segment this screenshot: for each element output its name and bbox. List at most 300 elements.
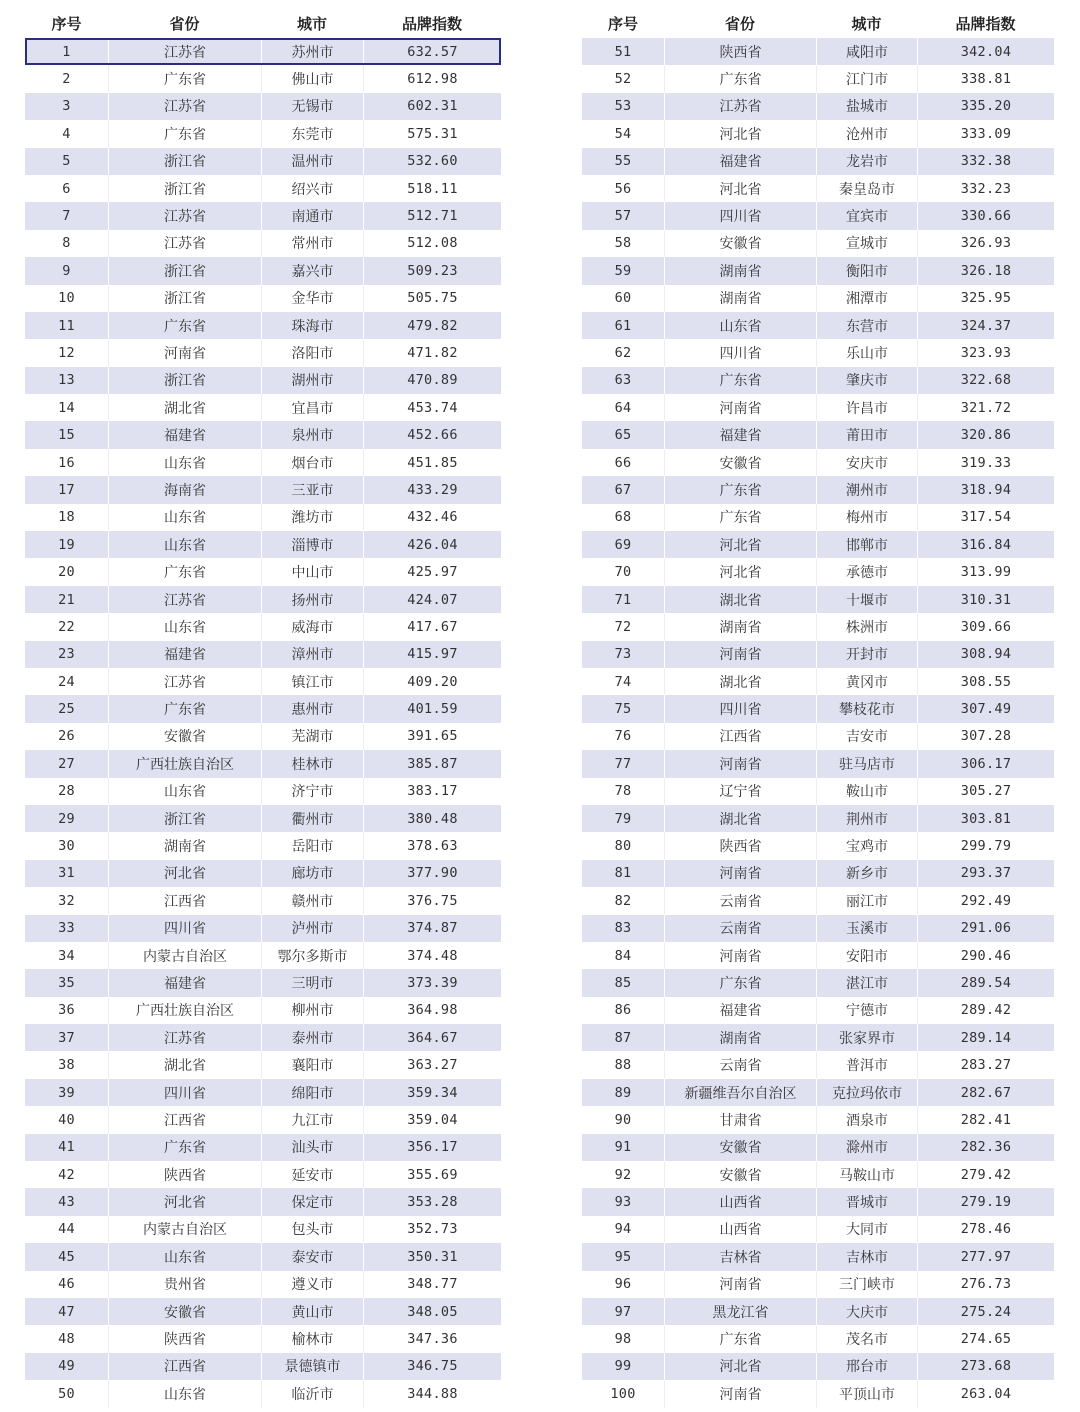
cell-rank[interactable]: 89 bbox=[614, 1084, 632, 1101]
cell-city[interactable]: 咸阳市 bbox=[816, 38, 917, 65]
cell-brand-index[interactable]: 512.71 bbox=[363, 202, 501, 229]
cell-brand-index[interactable]: 326.93 bbox=[917, 230, 1054, 257]
cell-province[interactable]: 浙江省 bbox=[108, 175, 261, 202]
cell-province[interactable]: 广东省 bbox=[108, 65, 261, 92]
table-row[interactable] bbox=[25, 1051, 501, 1078]
table-row[interactable] bbox=[582, 586, 1054, 613]
cell-brand-index[interactable]: 299.79 bbox=[917, 832, 1054, 859]
cell-brand-index[interactable]: 276.73 bbox=[917, 1271, 1054, 1298]
cell-rank[interactable]: 47 bbox=[58, 1303, 75, 1320]
cell-city[interactable]: 汕头市 bbox=[261, 1134, 363, 1161]
cell-rank[interactable]: 35 bbox=[58, 974, 75, 991]
cell-city[interactable]: 三亚市 bbox=[261, 476, 363, 503]
cell-rank[interactable]: 46 bbox=[58, 1276, 75, 1293]
cell-brand-index[interactable]: 470.89 bbox=[363, 367, 501, 394]
cell-rank[interactable]: 59 bbox=[614, 262, 632, 279]
table-row[interactable] bbox=[582, 257, 1054, 284]
table-row[interactable] bbox=[582, 695, 1054, 722]
table-row[interactable] bbox=[582, 38, 1054, 65]
cell-brand-index[interactable]: 532.60 bbox=[363, 148, 501, 175]
cell-brand-index[interactable]: 355.69 bbox=[363, 1161, 501, 1188]
cell-province[interactable]: 陕西省 bbox=[664, 832, 816, 859]
table-row[interactable] bbox=[25, 641, 501, 668]
cell-rank[interactable]: 24 bbox=[58, 673, 75, 690]
table-row[interactable] bbox=[582, 668, 1054, 695]
cell-rank[interactable]: 53 bbox=[614, 98, 632, 115]
table-row[interactable] bbox=[25, 65, 501, 92]
cell-rank[interactable]: 100 bbox=[610, 1385, 636, 1402]
cell-brand-index[interactable]: 332.23 bbox=[917, 175, 1054, 202]
cell-rank[interactable]: 31 bbox=[58, 865, 75, 882]
cell-rank[interactable]: 76 bbox=[614, 728, 632, 745]
cell-province[interactable]: 福建省 bbox=[108, 969, 261, 996]
header-province[interactable]: 省份 bbox=[724, 14, 755, 33]
table-row[interactable] bbox=[582, 394, 1054, 421]
table-row[interactable] bbox=[582, 832, 1054, 859]
cell-brand-index[interactable]: 307.28 bbox=[917, 723, 1054, 750]
table-row[interactable] bbox=[25, 38, 501, 65]
table-row[interactable] bbox=[25, 915, 501, 942]
table-row[interactable] bbox=[25, 887, 501, 914]
table-row[interactable] bbox=[25, 93, 501, 120]
cell-city[interactable]: 东营市 bbox=[816, 312, 917, 339]
cell-brand-index[interactable]: 359.34 bbox=[363, 1079, 501, 1106]
cell-province[interactable]: 湖北省 bbox=[108, 1051, 261, 1078]
cell-brand-index[interactable]: 432.46 bbox=[363, 504, 501, 531]
cell-rank[interactable]: 80 bbox=[614, 838, 632, 855]
cell-province[interactable]: 福建省 bbox=[108, 641, 261, 668]
cell-brand-index[interactable]: 283.27 bbox=[917, 1051, 1054, 1078]
cell-rank[interactable]: 36 bbox=[58, 1002, 75, 1019]
cell-city[interactable]: 扬州市 bbox=[261, 586, 363, 613]
cell-brand-index[interactable]: 308.55 bbox=[917, 668, 1054, 695]
cell-city[interactable]: 三门峡市 bbox=[816, 1271, 917, 1298]
table-row[interactable] bbox=[582, 805, 1054, 832]
table-row[interactable] bbox=[25, 1079, 501, 1106]
cell-province[interactable]: 浙江省 bbox=[108, 367, 261, 394]
cell-brand-index[interactable]: 279.19 bbox=[917, 1188, 1054, 1215]
cell-brand-index[interactable]: 326.18 bbox=[917, 257, 1054, 284]
cell-rank[interactable]: 43 bbox=[58, 1194, 75, 1211]
cell-brand-index[interactable]: 401.59 bbox=[363, 695, 501, 722]
table-row[interactable] bbox=[582, 860, 1054, 887]
table-row[interactable] bbox=[582, 367, 1054, 394]
cell-province[interactable]: 山东省 bbox=[108, 778, 261, 805]
cell-rank[interactable]: 97 bbox=[614, 1303, 632, 1320]
cell-brand-index[interactable]: 279.42 bbox=[917, 1161, 1054, 1188]
table-row[interactable] bbox=[25, 175, 501, 202]
cell-brand-index[interactable]: 273.68 bbox=[917, 1353, 1054, 1380]
cell-rank[interactable]: 71 bbox=[614, 591, 632, 608]
cell-city[interactable]: 洛阳市 bbox=[261, 339, 363, 366]
cell-rank[interactable]: 88 bbox=[614, 1057, 632, 1074]
table-row[interactable] bbox=[25, 1353, 501, 1380]
table-row[interactable] bbox=[582, 750, 1054, 777]
cell-brand-index[interactable]: 313.99 bbox=[917, 558, 1054, 585]
cell-rank[interactable]: 91 bbox=[614, 1139, 632, 1156]
cell-province[interactable]: 山东省 bbox=[108, 449, 261, 476]
cell-brand-index[interactable]: 318.94 bbox=[917, 476, 1054, 503]
table-row[interactable] bbox=[582, 641, 1054, 668]
cell-brand-index[interactable]: 289.42 bbox=[917, 997, 1054, 1024]
table-row[interactable] bbox=[582, 778, 1054, 805]
table-row[interactable] bbox=[582, 1024, 1054, 1051]
cell-brand-index[interactable]: 612.98 bbox=[363, 65, 501, 92]
cell-province[interactable]: 浙江省 bbox=[108, 805, 261, 832]
cell-city[interactable]: 吉安市 bbox=[816, 723, 917, 750]
cell-province[interactable]: 广东省 bbox=[664, 476, 816, 503]
cell-rank[interactable]: 99 bbox=[614, 1358, 632, 1375]
cell-brand-index[interactable]: 317.54 bbox=[917, 504, 1054, 531]
cell-rank[interactable]: 95 bbox=[614, 1248, 632, 1265]
cell-rank[interactable]: 38 bbox=[58, 1057, 75, 1074]
cell-province[interactable]: 安徽省 bbox=[664, 1134, 816, 1161]
cell-province[interactable]: 安徽省 bbox=[664, 449, 816, 476]
cell-brand-index[interactable]: 602.31 bbox=[363, 93, 501, 120]
cell-brand-index[interactable]: 289.54 bbox=[917, 969, 1054, 996]
cell-brand-index[interactable]: 359.04 bbox=[363, 1106, 501, 1133]
cell-rank[interactable]: 5 bbox=[62, 153, 71, 170]
cell-brand-index[interactable]: 332.38 bbox=[917, 148, 1054, 175]
table-row[interactable] bbox=[25, 997, 501, 1024]
cell-province[interactable]: 云南省 bbox=[664, 887, 816, 914]
cell-city[interactable]: 赣州市 bbox=[261, 887, 363, 914]
cell-city[interactable]: 临沂市 bbox=[261, 1380, 363, 1407]
cell-rank[interactable]: 17 bbox=[58, 481, 75, 498]
cell-city[interactable]: 襄阳市 bbox=[261, 1051, 363, 1078]
cell-city[interactable]: 泸州市 bbox=[261, 915, 363, 942]
cell-brand-index[interactable]: 451.85 bbox=[363, 449, 501, 476]
cell-city[interactable]: 乐山市 bbox=[816, 339, 917, 366]
cell-brand-index[interactable]: 275.24 bbox=[917, 1298, 1054, 1325]
cell-rank[interactable]: 42 bbox=[58, 1166, 75, 1183]
table-row[interactable] bbox=[582, 230, 1054, 257]
table-row[interactable] bbox=[582, 723, 1054, 750]
cell-rank[interactable]: 62 bbox=[614, 344, 632, 361]
table-row[interactable] bbox=[25, 367, 501, 394]
table-row[interactable] bbox=[25, 1134, 501, 1161]
cell-brand-index[interactable]: 348.05 bbox=[363, 1298, 501, 1325]
cell-province[interactable]: 福建省 bbox=[664, 148, 816, 175]
table-row[interactable] bbox=[582, 997, 1054, 1024]
cell-city[interactable]: 榆林市 bbox=[261, 1325, 363, 1352]
table-row[interactable] bbox=[25, 778, 501, 805]
cell-rank[interactable]: 26 bbox=[58, 728, 75, 745]
cell-rank[interactable]: 21 bbox=[58, 591, 75, 608]
table-row[interactable] bbox=[582, 942, 1054, 969]
table-row[interactable] bbox=[25, 613, 501, 640]
table-row[interactable] bbox=[25, 531, 501, 558]
cell-rank[interactable]: 86 bbox=[614, 1002, 632, 1019]
table-row[interactable] bbox=[25, 969, 501, 996]
header-rank[interactable]: 序号 bbox=[607, 14, 638, 33]
cell-province[interactable]: 山西省 bbox=[664, 1216, 816, 1243]
cell-rank[interactable]: 73 bbox=[614, 646, 632, 663]
cell-rank[interactable]: 39 bbox=[58, 1084, 75, 1101]
cell-province[interactable]: 安徽省 bbox=[108, 723, 261, 750]
table-row[interactable] bbox=[582, 421, 1054, 448]
cell-brand-index[interactable]: 391.65 bbox=[363, 723, 501, 750]
cell-province[interactable]: 山东省 bbox=[108, 504, 261, 531]
cell-province[interactable]: 陕西省 bbox=[108, 1161, 261, 1188]
cell-brand-index[interactable]: 282.41 bbox=[917, 1106, 1054, 1133]
cell-province[interactable]: 甘肃省 bbox=[664, 1106, 816, 1133]
table-row[interactable] bbox=[582, 449, 1054, 476]
cell-rank[interactable]: 70 bbox=[614, 564, 632, 581]
cell-province[interactable]: 陕西省 bbox=[108, 1325, 261, 1352]
cell-brand-index[interactable]: 352.73 bbox=[363, 1216, 501, 1243]
table-row[interactable] bbox=[582, 148, 1054, 175]
table-row[interactable] bbox=[25, 476, 501, 503]
cell-province[interactable]: 湖北省 bbox=[664, 586, 816, 613]
cell-province[interactable]: 黑龙江省 bbox=[664, 1298, 816, 1325]
cell-rank[interactable]: 15 bbox=[58, 427, 75, 444]
cell-brand-index[interactable]: 325.95 bbox=[917, 285, 1054, 312]
table-row[interactable] bbox=[582, 1051, 1054, 1078]
cell-city[interactable]: 玉溪市 bbox=[816, 915, 917, 942]
cell-city[interactable]: 湘潭市 bbox=[816, 285, 917, 312]
cell-rank[interactable]: 6 bbox=[62, 180, 71, 197]
cell-province[interactable]: 广西壮族自治区 bbox=[108, 750, 261, 777]
cell-city[interactable]: 景德镇市 bbox=[261, 1353, 363, 1380]
cell-city[interactable]: 湖州市 bbox=[261, 367, 363, 394]
table-row[interactable] bbox=[25, 860, 501, 887]
cell-city[interactable]: 宁德市 bbox=[816, 997, 917, 1024]
cell-province[interactable]: 广东省 bbox=[664, 969, 816, 996]
cell-rank[interactable]: 92 bbox=[614, 1166, 632, 1183]
cell-province[interactable]: 江西省 bbox=[664, 723, 816, 750]
table-row[interactable] bbox=[582, 1325, 1054, 1352]
cell-province[interactable]: 山东省 bbox=[108, 1380, 261, 1407]
table-row[interactable] bbox=[582, 202, 1054, 229]
cell-rank[interactable]: 2 bbox=[62, 71, 71, 88]
cell-rank[interactable]: 87 bbox=[614, 1029, 632, 1046]
cell-city[interactable]: 烟台市 bbox=[261, 449, 363, 476]
table-row[interactable] bbox=[582, 1188, 1054, 1215]
table-row[interactable] bbox=[25, 805, 501, 832]
cell-brand-index[interactable]: 319.33 bbox=[917, 449, 1054, 476]
cell-province[interactable]: 河南省 bbox=[108, 339, 261, 366]
table-row[interactable] bbox=[25, 1325, 501, 1352]
cell-city[interactable]: 秦皇岛市 bbox=[816, 175, 917, 202]
cell-brand-index[interactable]: 335.20 bbox=[917, 93, 1054, 120]
cell-province[interactable]: 内蒙古自治区 bbox=[108, 942, 261, 969]
cell-rank[interactable]: 82 bbox=[614, 892, 632, 909]
cell-province[interactable]: 河南省 bbox=[664, 750, 816, 777]
cell-city[interactable]: 晋城市 bbox=[816, 1188, 917, 1215]
cell-city[interactable]: 龙岩市 bbox=[816, 148, 917, 175]
cell-city[interactable]: 盐城市 bbox=[816, 93, 917, 120]
cell-brand-index[interactable]: 377.90 bbox=[363, 860, 501, 887]
table-row[interactable] bbox=[582, 339, 1054, 366]
table-row[interactable] bbox=[25, 832, 501, 859]
cell-city[interactable]: 漳州市 bbox=[261, 641, 363, 668]
cell-brand-index[interactable]: 306.17 bbox=[917, 750, 1054, 777]
cell-city[interactable]: 威海市 bbox=[261, 613, 363, 640]
cell-city[interactable]: 遵义市 bbox=[261, 1271, 363, 1298]
cell-province[interactable]: 河南省 bbox=[664, 1380, 816, 1407]
cell-rank[interactable]: 54 bbox=[614, 125, 632, 142]
cell-province[interactable]: 陕西省 bbox=[664, 38, 816, 65]
cell-brand-index[interactable]: 512.08 bbox=[363, 230, 501, 257]
table-row[interactable] bbox=[25, 1216, 501, 1243]
table-row[interactable] bbox=[25, 1298, 501, 1325]
cell-rank[interactable]: 67 bbox=[614, 481, 632, 498]
cell-brand-index[interactable]: 417.67 bbox=[363, 613, 501, 640]
cell-province[interactable]: 四川省 bbox=[108, 1079, 261, 1106]
cell-rank[interactable]: 19 bbox=[58, 536, 75, 553]
cell-brand-index[interactable]: 322.68 bbox=[917, 367, 1054, 394]
cell-rank[interactable]: 45 bbox=[58, 1248, 75, 1265]
cell-rank[interactable]: 63 bbox=[614, 372, 632, 389]
cell-brand-index[interactable]: 471.82 bbox=[363, 339, 501, 366]
cell-province[interactable]: 内蒙古自治区 bbox=[108, 1216, 261, 1243]
cell-city[interactable]: 攀枝花市 bbox=[816, 695, 917, 722]
cell-city[interactable]: 淄博市 bbox=[261, 531, 363, 558]
table-row[interactable] bbox=[582, 120, 1054, 147]
cell-city[interactable]: 张家界市 bbox=[816, 1024, 917, 1051]
cell-brand-index[interactable]: 363.27 bbox=[363, 1051, 501, 1078]
table-row[interactable] bbox=[582, 504, 1054, 531]
cell-city[interactable]: 安阳市 bbox=[816, 942, 917, 969]
cell-city[interactable]: 鞍山市 bbox=[816, 778, 917, 805]
cell-rank[interactable]: 77 bbox=[614, 755, 632, 772]
cell-brand-index[interactable]: 353.28 bbox=[363, 1188, 501, 1215]
cell-city[interactable]: 中山市 bbox=[261, 558, 363, 585]
cell-rank[interactable]: 90 bbox=[614, 1111, 632, 1128]
cell-brand-index[interactable]: 310.31 bbox=[917, 586, 1054, 613]
cell-city[interactable]: 鄂尔多斯市 bbox=[261, 942, 363, 969]
cell-rank[interactable]: 12 bbox=[58, 344, 75, 361]
cell-province[interactable]: 新疆维吾尔自治区 bbox=[664, 1079, 816, 1106]
cell-province[interactable]: 山东省 bbox=[108, 613, 261, 640]
table-row[interactable] bbox=[25, 257, 501, 284]
cell-rank[interactable]: 51 bbox=[614, 43, 632, 60]
cell-province[interactable]: 山东省 bbox=[664, 312, 816, 339]
cell-city[interactable]: 东莞市 bbox=[261, 120, 363, 147]
cell-city[interactable]: 泉州市 bbox=[261, 421, 363, 448]
table-row[interactable] bbox=[582, 558, 1054, 585]
table-row[interactable] bbox=[582, 1380, 1054, 1407]
cell-brand-index[interactable]: 376.75 bbox=[363, 887, 501, 914]
table-row[interactable] bbox=[25, 285, 501, 312]
cell-province[interactable]: 江苏省 bbox=[108, 202, 261, 229]
table-row[interactable] bbox=[582, 1106, 1054, 1133]
cell-province[interactable]: 云南省 bbox=[664, 1051, 816, 1078]
cell-city[interactable]: 黄山市 bbox=[261, 1298, 363, 1325]
cell-brand-index[interactable]: 290.46 bbox=[917, 942, 1054, 969]
table-row[interactable] bbox=[25, 1106, 501, 1133]
cell-province[interactable]: 安徽省 bbox=[664, 1161, 816, 1188]
cell-rank[interactable]: 22 bbox=[58, 618, 75, 635]
cell-province[interactable]: 广东省 bbox=[108, 558, 261, 585]
cell-city[interactable]: 潍坊市 bbox=[261, 504, 363, 531]
cell-province[interactable]: 江苏省 bbox=[664, 93, 816, 120]
cell-rank[interactable]: 81 bbox=[614, 865, 632, 882]
cell-brand-index[interactable]: 505.75 bbox=[363, 285, 501, 312]
cell-rank[interactable]: 18 bbox=[58, 509, 75, 526]
cell-rank[interactable]: 56 bbox=[614, 180, 632, 197]
cell-brand-index[interactable]: 303.81 bbox=[917, 805, 1054, 832]
cell-province[interactable]: 江苏省 bbox=[108, 38, 261, 65]
cell-brand-index[interactable]: 347.36 bbox=[363, 1325, 501, 1352]
cell-city[interactable]: 无锡市 bbox=[261, 93, 363, 120]
cell-province[interactable]: 贵州省 bbox=[108, 1271, 261, 1298]
cell-brand-index[interactable]: 282.67 bbox=[917, 1079, 1054, 1106]
cell-city[interactable]: 酒泉市 bbox=[816, 1106, 917, 1133]
cell-brand-index[interactable]: 356.17 bbox=[363, 1134, 501, 1161]
cell-brand-index[interactable]: 291.06 bbox=[917, 915, 1054, 942]
cell-brand-index[interactable]: 307.49 bbox=[917, 695, 1054, 722]
cell-brand-index[interactable]: 378.63 bbox=[363, 832, 501, 859]
table-row[interactable] bbox=[25, 723, 501, 750]
table-row[interactable] bbox=[582, 887, 1054, 914]
cell-rank[interactable]: 94 bbox=[614, 1221, 632, 1238]
cell-city[interactable]: 湛江市 bbox=[816, 969, 917, 996]
table-row[interactable] bbox=[582, 1134, 1054, 1161]
cell-rank[interactable]: 23 bbox=[58, 646, 75, 663]
cell-brand-index[interactable]: 348.77 bbox=[363, 1271, 501, 1298]
cell-city[interactable]: 大庆市 bbox=[816, 1298, 917, 1325]
cell-province[interactable]: 广东省 bbox=[108, 1134, 261, 1161]
cell-brand-index[interactable]: 385.87 bbox=[363, 750, 501, 777]
cell-rank[interactable]: 61 bbox=[614, 317, 632, 334]
cell-province[interactable]: 四川省 bbox=[108, 915, 261, 942]
cell-brand-index[interactable]: 479.82 bbox=[363, 312, 501, 339]
cell-province[interactable]: 湖南省 bbox=[664, 257, 816, 284]
cell-rank[interactable]: 57 bbox=[614, 208, 632, 225]
cell-city[interactable]: 嘉兴市 bbox=[261, 257, 363, 284]
cell-city[interactable]: 驻马店市 bbox=[816, 750, 917, 777]
table-row[interactable] bbox=[25, 421, 501, 448]
cell-province[interactable]: 河北省 bbox=[664, 531, 816, 558]
cell-province[interactable]: 广东省 bbox=[664, 367, 816, 394]
cell-brand-index[interactable]: 316.84 bbox=[917, 531, 1054, 558]
cell-rank[interactable]: 40 bbox=[58, 1111, 75, 1128]
cell-brand-index[interactable]: 364.67 bbox=[363, 1024, 501, 1051]
cell-city[interactable]: 镇江市 bbox=[261, 668, 363, 695]
cell-brand-index[interactable]: 308.94 bbox=[917, 641, 1054, 668]
cell-city[interactable]: 南通市 bbox=[261, 202, 363, 229]
cell-rank[interactable]: 11 bbox=[58, 317, 75, 334]
cell-city[interactable]: 承德市 bbox=[816, 558, 917, 585]
cell-brand-index[interactable]: 575.31 bbox=[363, 120, 501, 147]
cell-province[interactable]: 江苏省 bbox=[108, 586, 261, 613]
table-row[interactable] bbox=[25, 1271, 501, 1298]
table-row[interactable] bbox=[582, 1353, 1054, 1380]
cell-city[interactable]: 许昌市 bbox=[816, 394, 917, 421]
table-row[interactable] bbox=[25, 148, 501, 175]
cell-city[interactable]: 滁州市 bbox=[816, 1134, 917, 1161]
cell-province[interactable]: 浙江省 bbox=[108, 148, 261, 175]
cell-province[interactable]: 广东省 bbox=[108, 120, 261, 147]
table-row[interactable] bbox=[582, 1271, 1054, 1298]
cell-rank[interactable]: 72 bbox=[614, 618, 632, 635]
cell-city[interactable]: 潮州市 bbox=[816, 476, 917, 503]
cell-rank[interactable]: 10 bbox=[58, 290, 75, 307]
cell-city[interactable]: 廊坊市 bbox=[261, 860, 363, 887]
cell-rank[interactable]: 41 bbox=[58, 1139, 75, 1156]
table-row[interactable] bbox=[25, 1161, 501, 1188]
cell-rank[interactable]: 58 bbox=[614, 235, 632, 252]
cell-province[interactable]: 湖北省 bbox=[108, 394, 261, 421]
table-row[interactable] bbox=[25, 339, 501, 366]
cell-city[interactable]: 珠海市 bbox=[261, 312, 363, 339]
cell-rank[interactable]: 7 bbox=[62, 208, 71, 225]
table-row[interactable] bbox=[25, 750, 501, 777]
cell-brand-index[interactable]: 309.66 bbox=[917, 613, 1054, 640]
cell-city[interactable]: 苏州市 bbox=[261, 38, 363, 65]
